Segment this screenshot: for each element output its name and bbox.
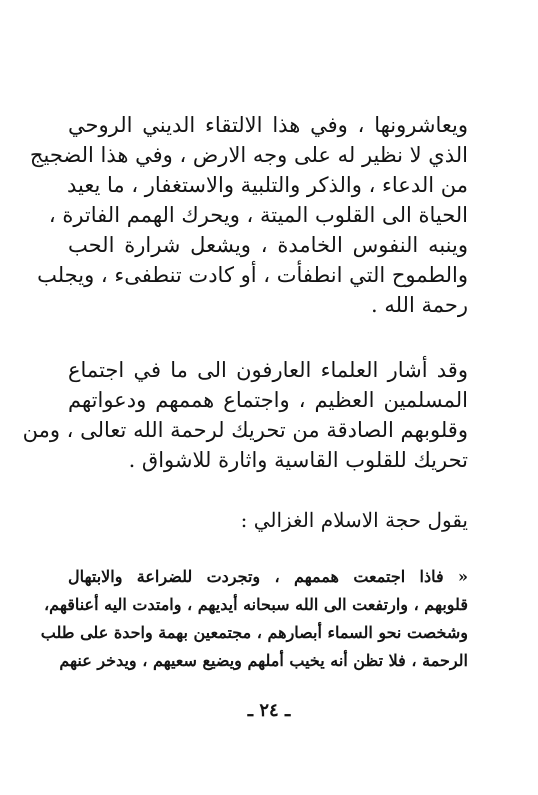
paragraph-2-line: وقد أشار العلماء العارفون الى ما في اجتماع [68, 358, 468, 382]
quote-line: الرحمة ، فلا تظن أنه يخيب أملهم ويضيع سعيهم ، ويدخر عنهم [59, 651, 468, 670]
paragraph-1-line: رحمة الله . [371, 293, 468, 317]
quote-line: وشخصت نحو السماء أبصارهم ، مجتمعين بهمة واحدة على طلب [40, 623, 468, 642]
quote-line: قلوبهم ، وارتفعت الى الله سبحانه أيديهم ، وامتدت اليه أعناقهم، [44, 595, 468, 614]
paragraph-2-line: تحريك للقلوب القاسية واثارة للاشواق . [128, 448, 468, 472]
paragraph-1-line: والطموح التي انطفأت ، أو كادت تنطفىء ، ويجلب [37, 263, 468, 287]
page-number: ـ ٢٤ ـ [247, 700, 291, 721]
paragraph-1-line: ويعاشرونها ، وفي هذا الالتقاء الديني الروحي [68, 113, 468, 137]
paragraph-2-line: وقلوبهم الصادقة من تحريك لرحمة الله تعالى ، ومن [22, 418, 468, 442]
paragraph-1-line: وينبه النفوس الخامدة ، ويشعل شرارة الحب [68, 233, 468, 257]
paragraph-2-line: المسلمين العظيم ، واجتماع هممهم ودعواتهم [68, 388, 468, 412]
paragraph-1-line: الحياة الى القلوب الميتة ، ويحرك الهمم الفاترة ، [48, 203, 468, 227]
quote-line: « فاذا اجتمعت هممهم ، وتجردت للضراعة والابتهال [68, 567, 468, 586]
paragraph-1-line: من الدعاء ، والذكر والتلبية والاستغفار ، ما يعيد [67, 173, 468, 197]
section-heading: يقول حجة الاسلام الغزالي : [240, 508, 468, 532]
paragraph-1-line: الذي لا نظير له على وجه الارض ، وفي هذا الضجيج [29, 143, 468, 167]
